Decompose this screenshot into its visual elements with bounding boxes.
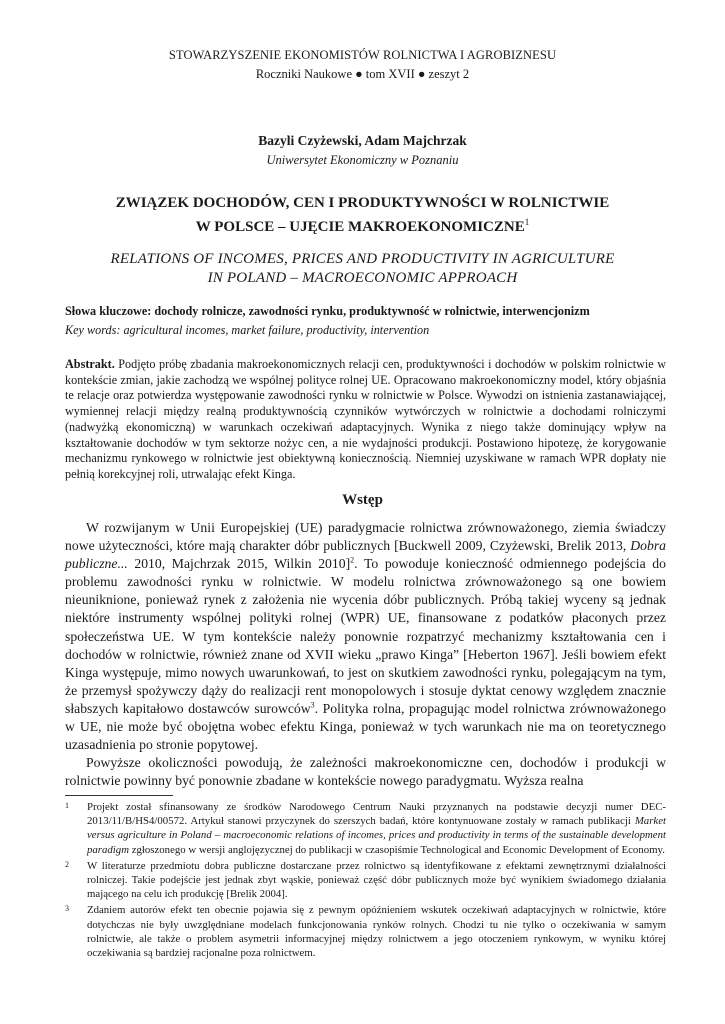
title-english-line-2: IN POLAND – MACROECONOMIC APPROACH — [207, 270, 518, 286]
abstract-label: Abstrakt. — [65, 357, 115, 371]
authors: Bazyli Czyżewski, Adam Majchrzak — [258, 133, 467, 148]
paragraph-1-text-c: . To powoduje konieczność odmiennego podejścia do problemu zawodności rynku w rolnictwie. W modelu rolnictwa zrównoważonego są one bowiem nieuniknione, ponieważ rynek z założenia nie wycenia dóbr publicznych. Próbą takiej wyceny są jednak niektóre instrumenty wspólnej polityki rolnej (WPR) UE, finansowane z podatków płaconych przez społeczeństwa UE. W tym kontekście należy ponownie rozpatrzyć mechanizmy kształtowania cen i dochodów w rolnictwie, również znane od XVII wieku „prawo Kinga” [Heberton 1967]. Jeśli bowiem efekt Kinga występuje, mimo nowych uwarunkowań, to jest on skutkiem zawodności rynku, polegającym na tym, że przemysł spożywczy dąży do realizacji rent monopolowych i stosuje dyktat cenowy względem znacznie słabszych kapitałowo dostawców surowców — [65, 556, 666, 716]
footnote-text: zgłoszonego w wersji anglojęzycznej do publikacji w czasopiśmie Technological and Economic Development of Economy. — [129, 843, 665, 856]
journal-volume-line: Roczniki Naukowe ● tom XVII ● zeszyt 2 — [255, 67, 470, 81]
affiliation: Uniwersytet Ekonomiczny w Poznaniu — [266, 153, 459, 167]
footnotes — [65, 800, 666, 962]
paragraph-1-text-d: . Polityka rolna, propagując model rolnictwa zrównoważonego w UE, nie może być obojętna wobec efektu Kinga, ponieważ w tych warunkach nie ma on teoretycznego uzasadnienia po stronie popytowej. — [65, 700, 666, 753]
footnote-text: W literaturze przedmiotu dobra publiczne dostarczane przez rolnictwo są identyfikowane z efektami zewnętrznymi działalności rolniczej. Takie podejście jest jednak zbyt wąskie, ponieważ część dóbr publicznych może być wynikiem świadomego działania mającego na celu ich produkcję [Brelik 2004]. — [87, 859, 666, 901]
footnote-text: Zdaniem autorów efekt ten obecnie pojawia się z pewnym opóźnieniem wskutek oczekiwań adaptacyjnych w rolnictwie, które dotychczas nie były uwzględniane modelach funkcjonowania rynków rolnych. Chodzi tu nie tylko o oczekiwania w samym rolnictwie, ale także o problem asymetrii informacyjnej między rolnictwem a jego otoczeniem rynkowym, w wyniku której oczekiwania są bardziej racjonalne poza rolnictwem. — [87, 904, 666, 960]
footnote-rule — [65, 795, 173, 796]
paragraph-1-text-b: 2010, Majchrzak 2015, Wilkin 2010] — [127, 556, 351, 572]
abstract — [65, 357, 666, 483]
title-footnote-mark[interactable]: 1 — [524, 217, 530, 227]
keywords-polish: Słowa kluczowe: dochody rolnicze, zawodności rynku, produktywność w rolnictwie, interwencjonizm — [65, 304, 590, 318]
paragraph-1-text-a: W rozwijanym w Unii Europejskiej (UE) paradygmacie rolnictwa zrównoważonego, ziemia świadczy nowe użyteczności, które mają charakter dóbr publicznych [Buckwell 2009, Czyżewski, Brelik 2013, — [65, 520, 666, 554]
title-polish-line-1: ZWIĄZEK DOCHODÓW, CEN I PRODUKTYWNOŚCI W ROLNICTWIE — [115, 195, 610, 211]
paragraph-1-italic-title: Dobra publiczne... — [65, 538, 666, 572]
footnote-number: 1 — [65, 801, 69, 810]
footnote-3 — [65, 903, 666, 960]
journal-publisher: STOWARZYSZENIE EKONOMISTÓW ROLNICTWA I AGROBIZNESU — [168, 48, 557, 62]
paragraph-1 — [65, 519, 666, 754]
footnote-number: 2 — [65, 859, 69, 869]
title-polish-line-2-text: W POLSCE – UJĘCIE MAKROEKONOMICZNE — [195, 219, 525, 235]
paragraph-2: Powyższe okoliczności powodują, że zależności makroekonomiczne cen, dochodów i produkcji w rolnictwie powinny być ponownie zbadane w kontekście nowego paradygmatu. Wyższa realna — [65, 755, 666, 789]
footnote-1 — [65, 800, 666, 857]
footnote-ref-2[interactable]: 2 — [350, 555, 355, 565]
section-heading: Wstęp — [342, 492, 383, 508]
title-polish — [40, 194, 685, 237]
title-english-line-1: RELATIONS OF INCOMES, PRICES AND PRODUCTIVITY IN AGRICULTURE — [110, 251, 615, 267]
footnote-italic-title: Market versus agriculture in Poland – macroeconomic relations of incomes, prices and productivity in terms of the sustainable development paradigm — [87, 815, 666, 856]
body-text — [65, 519, 666, 790]
footnote-ref-3[interactable]: 3 — [310, 700, 315, 710]
footnote-text: Projekt został sfinansowany ze środków Narodowego Centrum Nauki przyznanych na podstawie decyzji numer DEC-2013/11/B/HS4/00572. Artykuł stanowi przyczynek do szerszych badań, które kontynuowane zostały w ramach publikacji — [87, 801, 666, 828]
keywords-english: Key words: agricultural incomes, market failure, productivity, intervention — [65, 323, 430, 337]
footnote-number: 3 — [65, 904, 69, 914]
footnote-2 — [65, 859, 666, 902]
abstract-text: Podjęto próbę zbadania makroekonomicznych relacji cen, produktywności i dochodów w polskim rolnictwie w kontekście zmian, jakie zachodzą we wspólnej polityce rolnej UE. Opracowano makroekonomiczny model, który objaśnia te relacje oraz potwierdza występowanie zawodności rynku w rolnictwie w Polsce. Wywodzi on istnienia zastanawiającej, wymiennej relacji między realną produktywnością czynników wytwórczych w rolnictwie a dochodami rolniczymi (nadwyżką ekonomiczną) w warunkach oczekiwań adaptacyjnych. Wynika z niego także dominujący wpływ na kształtowanie dochodów w tym sektorze nożyc cen, a nie wydajności produkcji. Postawiono hipotezę, że korygowanie mechanizmu rynkowego w rolnictwie jest obiektywną koniecznością. Niemniej uzyskiwane w ramach WPR dopłaty nie pełnią korekcyjnej roli, utrwalając efekt Kinga. — [65, 357, 666, 481]
title-english — [40, 250, 685, 288]
title-polish-line-2 — [40, 213, 685, 237]
